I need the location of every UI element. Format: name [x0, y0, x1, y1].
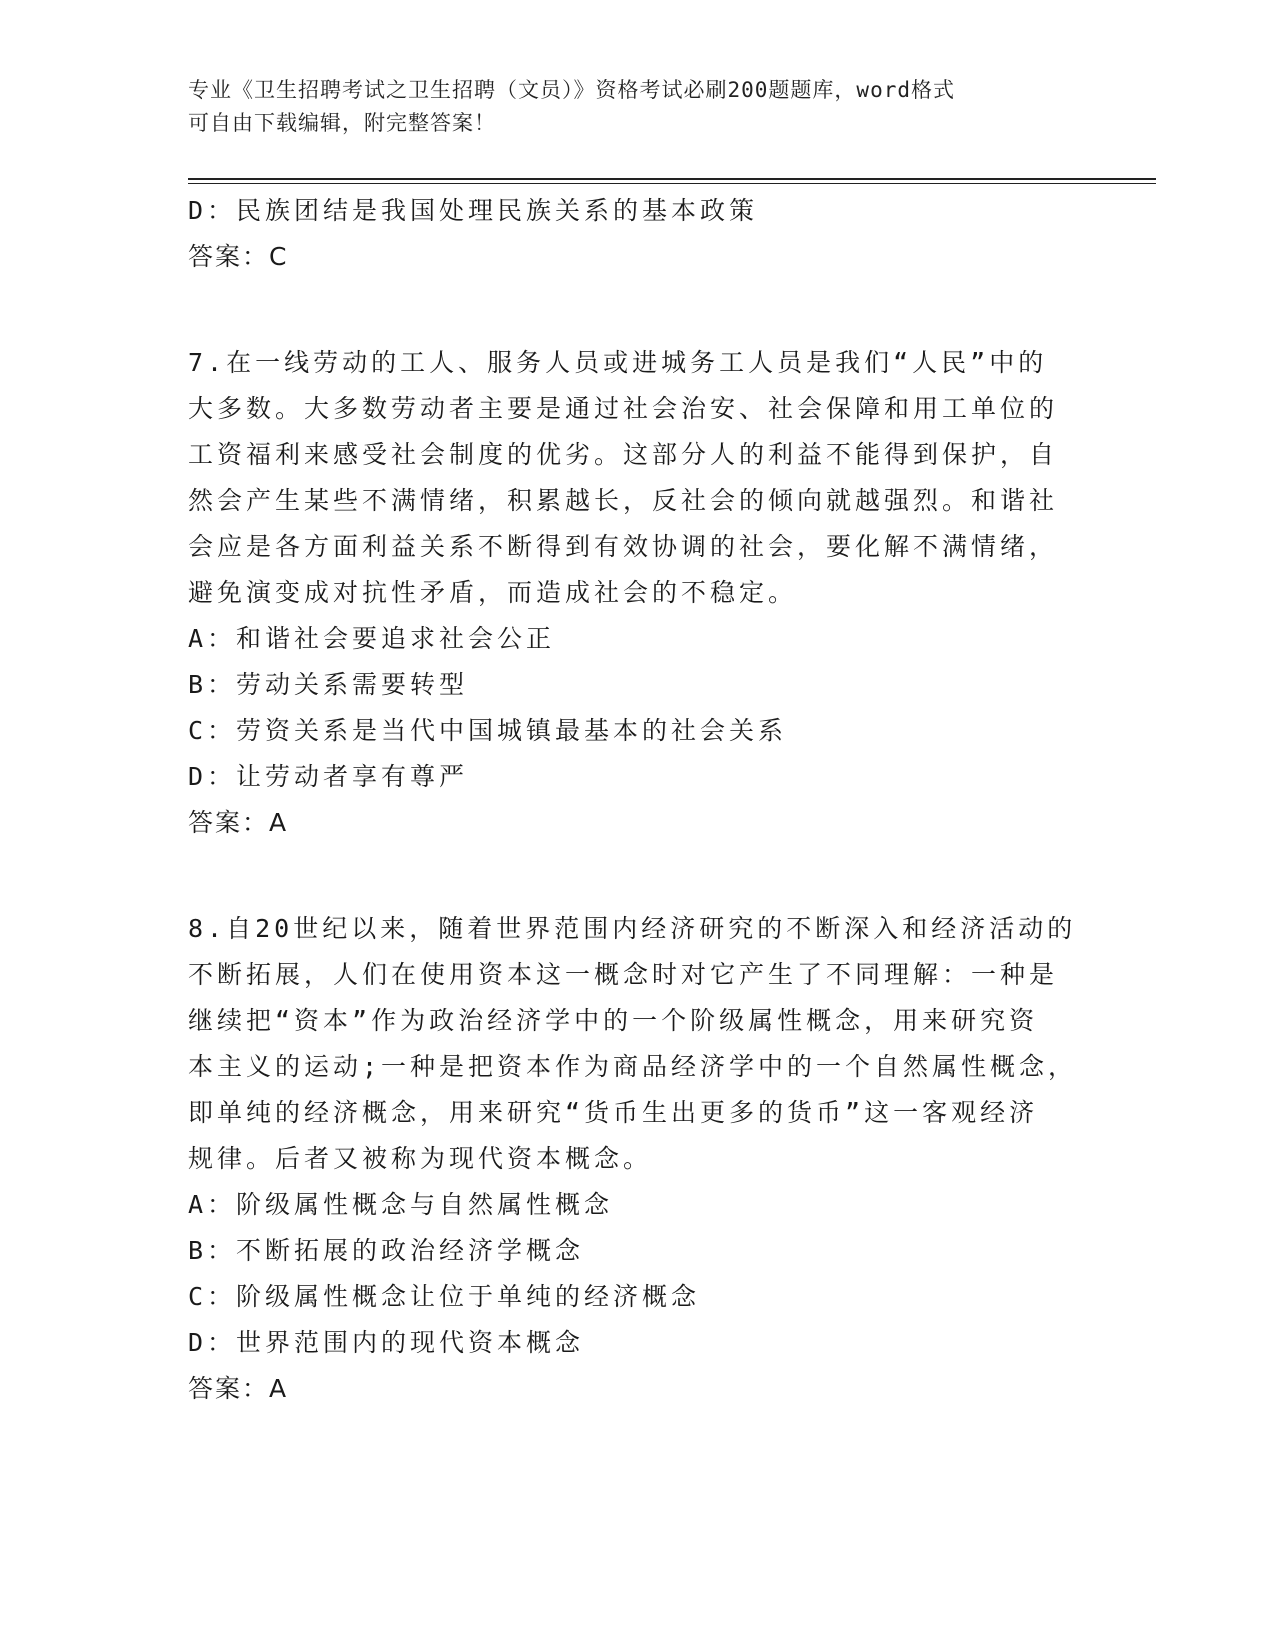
answer-line: 答案：C [188, 242, 289, 271]
answer-line: 答案：A [188, 808, 289, 837]
question-8 [188, 906, 1088, 1412]
header-line-1: 专业《卫生招聘考试之卫生招聘（文员）》资格考试必刷200题题库，word格式 [188, 78, 955, 102]
question-stem-line: 大多数。大多数劳动者主要是通过社会治安、社会保障和用工单位的 [188, 394, 1059, 423]
header-rule-thick [188, 178, 1156, 180]
answer-line: 答案：A [188, 1374, 289, 1403]
previous-question-tail [188, 188, 1088, 280]
question-7 [188, 340, 1088, 846]
question-stem-line: 会应是各方面利益关系不断得到有效协调的社会，要化解不满情绪， [188, 532, 1059, 561]
question-stem-line: 工资福利来感受社会制度的优劣。这部分人的利益不能得到保护，自 [188, 440, 1059, 469]
option-d: D：让劳动者享有尊严 [188, 762, 469, 791]
question-stem-line: 然会产生某些不满情绪，积累越长，反社会的倾向就越强烈。和谐社 [188, 486, 1059, 515]
option-d: D：世界范围内的现代资本概念 [188, 1328, 585, 1357]
question-stem-line: 继续把“资本”作为政治经济学中的一个阶级属性概念，用来研究资 [188, 1006, 1039, 1035]
question-stem-line: 本主义的运动;一种是把资本作为商品经济学中的一个自然属性概念， [188, 1052, 1078, 1081]
document-header [188, 74, 1078, 140]
spacer [188, 846, 1088, 906]
option-b: B：不断拓展的政治经济学概念 [188, 1236, 585, 1265]
option-a: A：阶级属性概念与自然属性概念 [188, 1190, 614, 1219]
question-stem-line: 即单纯的经济概念，用来研究“货币生出更多的货币”这一客观经济 [188, 1098, 1039, 1127]
spacer [188, 280, 1088, 340]
document-body [188, 188, 1088, 1412]
option-a: A：和谐社会要追求社会公正 [188, 624, 556, 653]
option-b: B：劳动关系需要转型 [188, 670, 469, 699]
question-stem-line: 避免演变成对抗性矛盾，而造成社会的不稳定。 [188, 578, 798, 607]
option-c: C：阶级属性概念让位于单纯的经济概念 [188, 1282, 701, 1311]
header-line-2: 可自由下载编辑，附完整答案！ [188, 111, 496, 135]
question-stem-line: 不断拓展，人们在使用资本这一概念时对它产生了不同理解：一种是 [188, 960, 1059, 989]
option-d: D：民族团结是我国处理民族关系的基本政策 [188, 196, 759, 225]
header-rule-thin [188, 183, 1156, 184]
question-stem-line: 规律。后者又被称为现代资本概念。 [188, 1144, 653, 1173]
question-stem-line: 7.在一线劳动的工人、服务人员或进城务工人员是我们“人民”中的 [188, 348, 1048, 377]
question-stem-line: 8.自20世纪以来，随着世界范围内经济研究的不断深入和经济活动的 [188, 914, 1077, 943]
option-c: C：劳资关系是当代中国城镇最基本的社会关系 [188, 716, 788, 745]
